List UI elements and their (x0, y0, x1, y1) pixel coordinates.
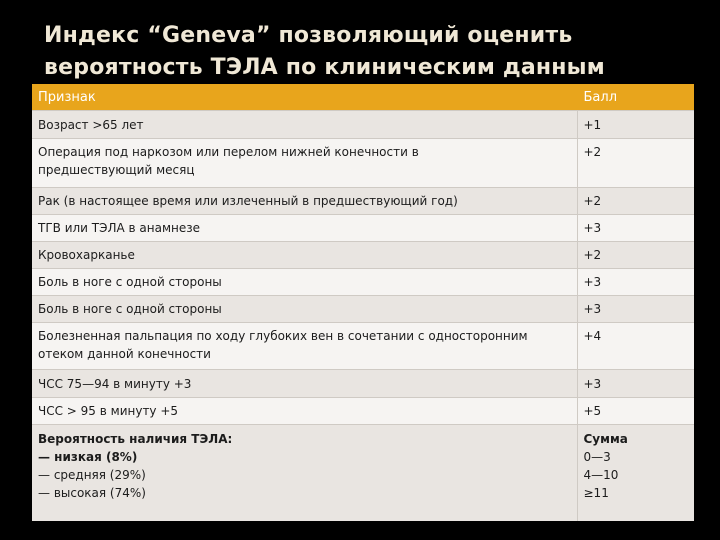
feature-text: Боль в ноге с одной стороны (38, 275, 222, 289)
feature-text: ЧСС 75—94 в минуту +3 (38, 376, 192, 391)
score-cell: +3 (577, 296, 694, 323)
sum-medium-range: 4—10 (583, 468, 619, 482)
slide-title-line-2: вероятность ТЭЛА по клиническим данным (44, 55, 605, 80)
header-score: Балл (577, 84, 694, 111)
feature-text: Кровохарканье (38, 248, 135, 262)
score-cell: +2 (577, 188, 694, 215)
table-row (32, 269, 694, 296)
score-cell: +2 (577, 242, 694, 269)
slide-title (44, 20, 684, 84)
feature-text: Возраст >65 лет (38, 117, 144, 132)
probability-low: — низкая (8%) (38, 450, 138, 464)
feature-cell (32, 296, 577, 323)
score-cell: +3 (577, 370, 694, 398)
table-row (32, 370, 694, 398)
feature-text: Операция под наркозом или перелом нижней конечности в (38, 145, 419, 159)
table-row (32, 188, 694, 215)
geneva-score-table (32, 84, 694, 521)
feature-text: ТГВ или ТЭЛА в анамнезе (38, 221, 201, 235)
probability-high: — высокая (74%) (38, 486, 146, 500)
table-row (32, 139, 694, 188)
score-cell: +4 (577, 323, 694, 370)
header-feature: Признак (32, 84, 577, 111)
score-cell: +2 (577, 139, 694, 188)
sum-low-range: 0—3 (583, 450, 611, 464)
feature-cell (32, 188, 577, 215)
feature-cell (32, 215, 577, 242)
feature-text: Рак (в настоящее время или излеченный в предшествующий год) (38, 194, 458, 208)
probability-medium: — средняя (29%) (38, 468, 146, 482)
feature-cell (32, 370, 577, 398)
feature-cell (32, 111, 577, 139)
sum-title: Сумма (583, 432, 628, 446)
table-row (32, 296, 694, 323)
feature-text: Боль в ноге с одной стороны (38, 302, 222, 316)
summary-row (32, 425, 694, 521)
score-cell: +5 (577, 398, 694, 425)
feature-text: отеком данной конечности (38, 347, 211, 361)
feature-cell (32, 242, 577, 269)
feature-cell (32, 269, 577, 296)
feature-cell (32, 139, 577, 188)
sum-high-range: ≥11 (583, 486, 609, 500)
score-cell: +3 (577, 269, 694, 296)
feature-cell (32, 323, 577, 370)
slide-title-line-1: Индекс “Geneva” позволяющий оценить (44, 23, 573, 48)
probability-title: Вероятность наличия ТЭЛА: (38, 432, 233, 446)
feature-text: Болезненная пальпация по ходу глубоких вен в сочетании с односторонним (38, 329, 528, 343)
table-row (32, 242, 694, 269)
table-row (32, 215, 694, 242)
table-row (32, 111, 694, 139)
feature-text: ЧСС > 95 в минуту +5 (38, 404, 179, 418)
table-header-row (32, 84, 694, 111)
probability-cell (32, 425, 577, 521)
feature-cell (32, 398, 577, 425)
table-row (32, 323, 694, 370)
score-cell: +1 (577, 111, 694, 139)
score-cell: +3 (577, 215, 694, 242)
sum-cell (577, 425, 694, 521)
table-row (32, 398, 694, 425)
feature-text: предшествующий месяц (38, 163, 195, 177)
